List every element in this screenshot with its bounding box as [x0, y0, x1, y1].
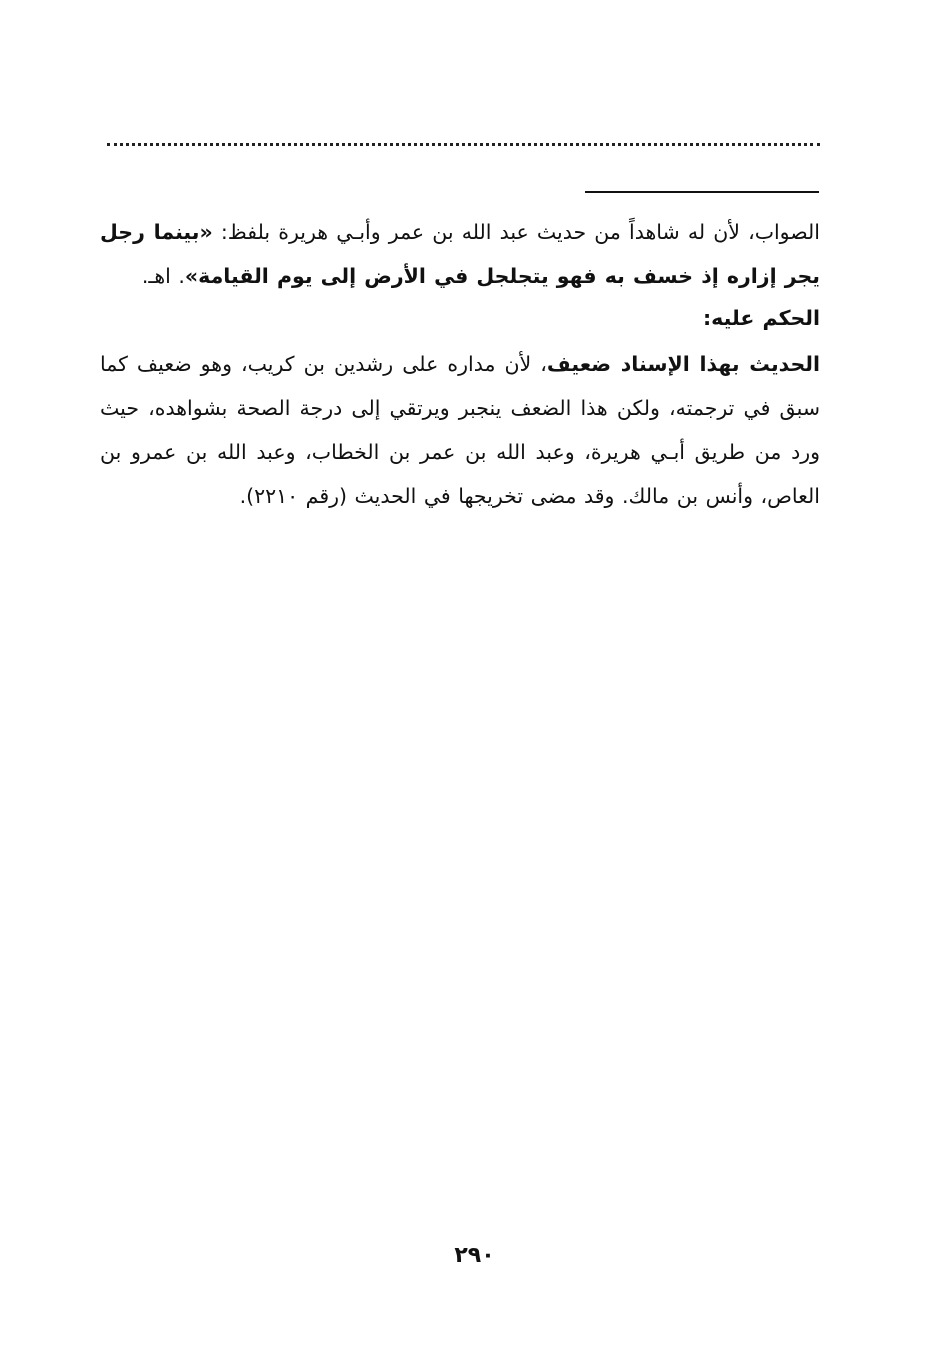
hadith-quote: «بينما رجل يجر إزاره إذ خسف به فهو يتجلجل في الأرض إلى يوم القيامة»: [100, 220, 820, 288]
footnote-paragraph: [100, 210, 820, 298]
section-heading: الحكم عليه:: [702, 306, 820, 330]
ruling-paragraph: [100, 342, 820, 518]
page-number: ٢٩٠: [454, 1243, 495, 1268]
footnote-rule: [585, 191, 819, 193]
ruling-body: ، لأن مداره على رشدين بن كريب، وهو ضعيف كما سبق في ترجمته، ولكن هذا الضعف ينجبر ويرتقي إلى درجة الصحة بشواهده، حيث ورد من طريق أبـي هريرة، وعبد الله بن عمر بن الخطاب، وعبد الله بن عمرو بن العاص، وأنس بن مالك. وقد مضى تخريجها في الحديث (رقم ٢٢١٠).: [100, 352, 820, 508]
footnote-text: الصواب، لأن له شاهداً من حديث عبد الله بن عمر وأبـي هريرة بلفظ:: [212, 220, 820, 244]
dotted-separator: [107, 143, 820, 146]
footnote-end: . اهـ.: [141, 264, 185, 288]
ruling-lead: الحديث بهذا الإسناد ضعيف: [546, 352, 820, 376]
page-body: [100, 210, 820, 518]
